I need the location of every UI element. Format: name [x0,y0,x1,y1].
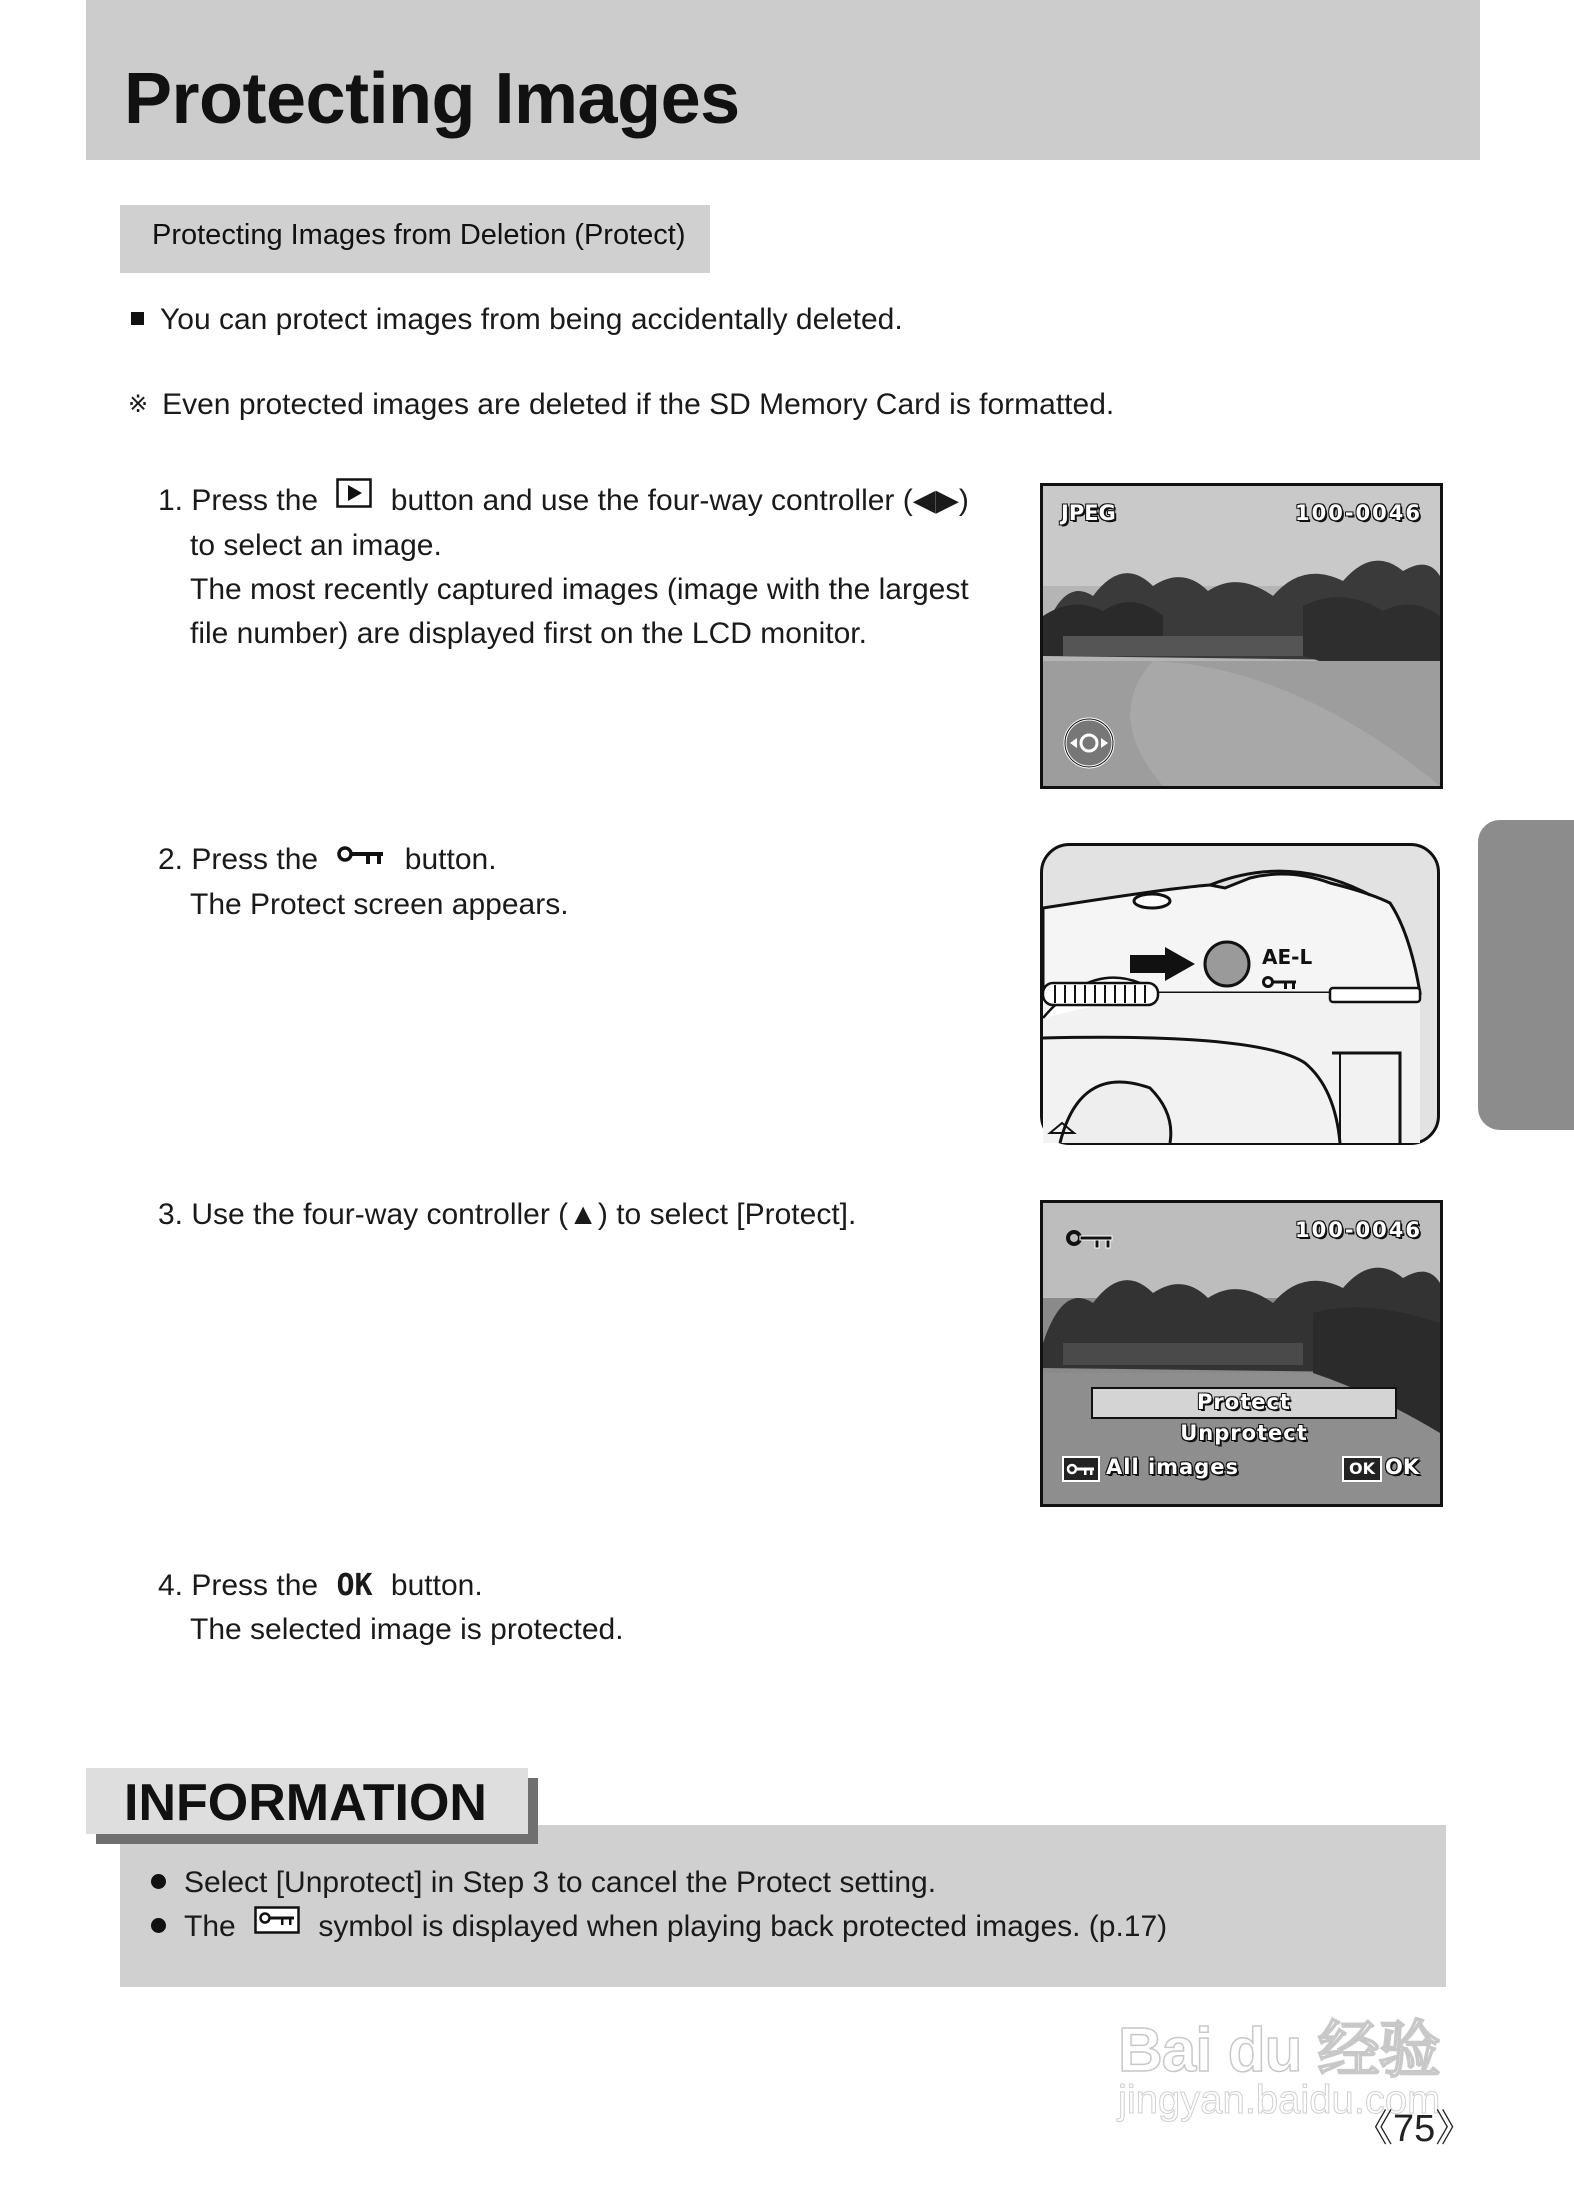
up-arrow-icon: ▲ [568,1198,598,1231]
protect-screen-figure [1040,1200,1443,1507]
step-3: 3. Use the four-way controller (▲) to select [Protect]. [158,1198,857,1231]
watermark-logo: Bai du 经验 [1118,2016,1440,2085]
reference-mark-icon: ※ [128,391,149,418]
step-4-line-2: The selected image is protected. [190,1613,624,1646]
image-format-label: JPEG [1061,501,1116,525]
intro-note: ※ Even protected images are deleted if the SD Memory Card is formatted. [128,383,1114,429]
round-bullet-icon [151,1874,166,1889]
section-label: Protecting Images from Deletion (Protect) [152,219,686,251]
step-1-line-2: to select an image. [190,529,442,563]
menu-item-unprotect[interactable]: Unprotect [1180,1421,1308,1445]
left-right-arrows-icon: ◀▶ [912,484,959,517]
watermark-url: jingyan.baidu.com [1118,2078,1441,2122]
protect-key-icon [336,836,386,880]
step-1-line-3: The most recently captured images (image with the largest [190,573,969,607]
menu-item-protect[interactable]: Protect [1197,1390,1291,1414]
information-title: INFORMATION [124,1774,487,1832]
step-2-line-2: The Protect screen appears. [190,888,569,922]
step-1 [158,479,969,656]
ok-label: OK [1385,1455,1420,1479]
playback-screen-figure [1040,483,1443,789]
step-4-line-1: 4. Press the OK button. [158,1568,483,1603]
round-bullet-icon [151,1918,166,1933]
file-number-label: 100-0046 [1295,501,1422,525]
step-4 [158,1564,624,1652]
camera-drawing [1040,843,1440,1145]
chapter-side-tab [1478,820,1574,1130]
ok-box-icon: OK [1342,1456,1382,1482]
camera-figure [1040,843,1440,1145]
step-1-line-4: file number) are displayed first on the LCD monitor. [190,617,867,651]
step-1-line-1: 1. Press the button and use the four-way controller (◀▶) [158,479,969,524]
four-way-controller-icon [1062,716,1116,770]
file-number-label: 100-0046 [1295,1218,1422,1242]
playback-button-icon [336,477,372,521]
all-images-key-icon [1062,1456,1100,1482]
information-item-1: Select [Unprotect] in Step 3 to cancel the Protect setting. [151,1861,936,1905]
square-bullet-icon [131,312,144,325]
page-title: Protecting Images [124,59,740,139]
information-item-2: The symbol is displayed when playing back protected images. (p.17) [151,1905,1167,1950]
protect-key-icon [1065,1229,1115,1251]
protected-symbol-icon [254,1903,300,1947]
page-number: 《75》 [1355,2108,1474,2150]
all-images-label: All images [1106,1455,1239,1479]
ae-l-button-label: AE-L [1262,945,1313,969]
ok-button-icon: OK [336,1568,373,1603]
step-2 [158,838,569,927]
step-2-line-1: 2. Press the button. [158,838,569,883]
intro-bullet: You can protect images from being accidentally deleted. [131,298,903,342]
